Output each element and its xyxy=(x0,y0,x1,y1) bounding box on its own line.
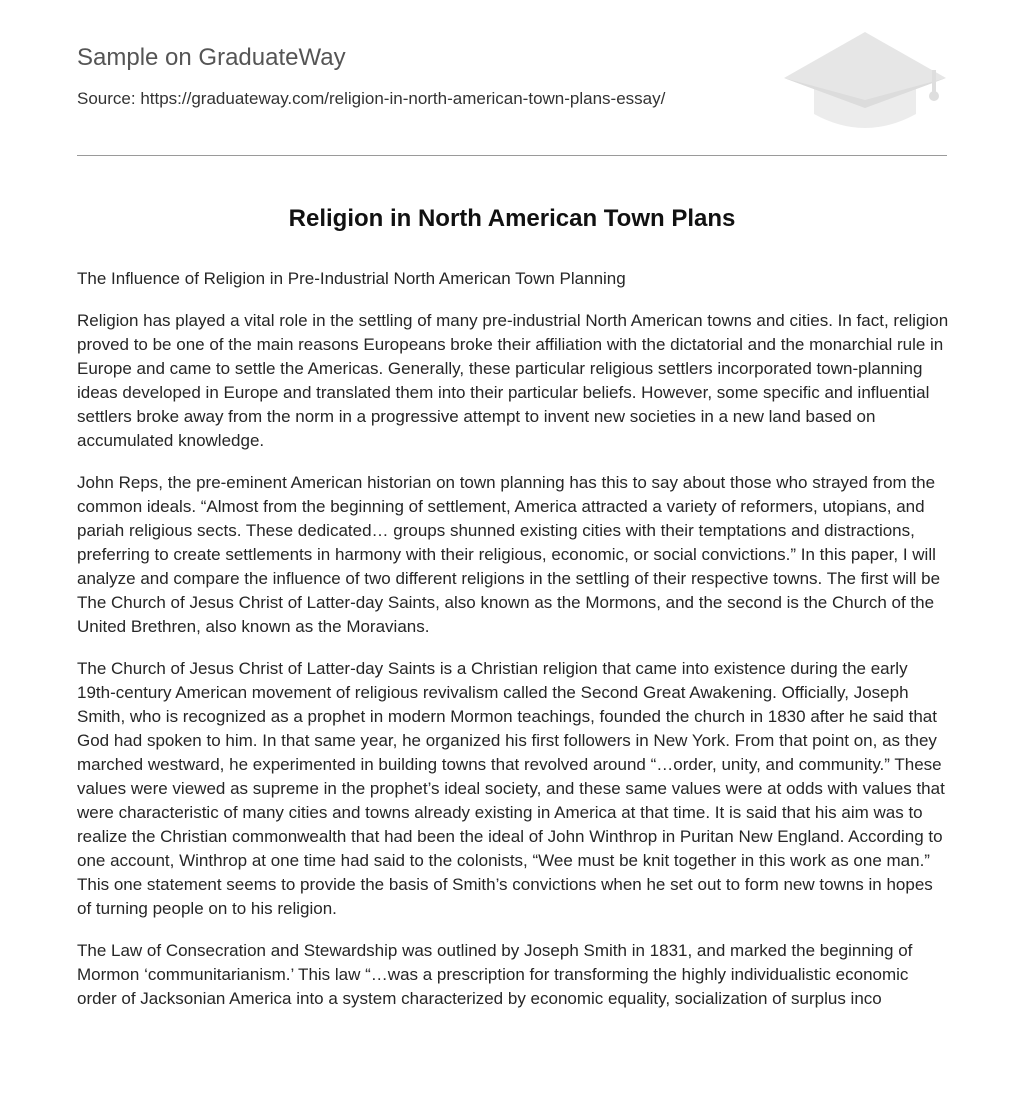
paragraph: John Reps, the pre-eminent American historian on town planning has this to say about those who strayed from the common ideals. “Almost from the beginning of settlement, America attracted a variety of reformers, utopians, and pariah religious sects. These dedicated… groups shunned existing cities with their temptations and distractions, preferring to create settlements in harmony with their religious, economic, or social convictions.” In this paper, I will analyze and compare the influence of two different religions in the settling of their respective towns. The first will be The Church of Jesus Christ of Latter-day Saints, also known as the Mormons, and the second is the Church of the United Brethren, also known as the Moravians. xyxy=(77,473,941,636)
graduation-cap-icon xyxy=(782,30,948,134)
page-header xyxy=(77,0,947,156)
source-link[interactable]: https://graduateway.com/religion-in-north-american-town-plans-essay/ xyxy=(140,89,666,108)
article-subtitle: The Influence of Religion in Pre-Industrial North American Town Planning xyxy=(77,269,626,288)
paragraph: Religion has played a vital role in the settling of many pre-industrial North American towns and cities. In fact, religion proved to be one of the main reasons Europeans broke their affiliation with the dictatorial and the monarchial rule in Europe and came to settle the Americas. Generally, these particular religious settlers incorporated town-planning ideas developed in Europe and translated them into their particular beliefs. However, some specific and influential settlers broke away from the norm in a progressive attempt to invent new societies in a new land based on accumulated knowledge. xyxy=(77,311,949,450)
site-name: Sample on GraduateWay xyxy=(77,44,346,71)
paragraph: The Law of Consecration and Stewardship was outlined by Joseph Smith in 1831, and marked the beginning of Mormon ‘communitarianism.’ This law “…was a prescription for transforming the highly individualistic economic order of Jacksonian America into a system characterized by economic equality, socialization of surplus inco xyxy=(77,941,913,1008)
article-body xyxy=(77,267,949,1029)
paragraph: The Church of Jesus Christ of Latter-day Saints is a Christian religion that came into existence during the early 19th-century American movement of religious revivalism called the Second Great Awakening. Officially, Joseph Smith, who is recognized as a prophet in modern Mormon teachings, founded the church in 1830 after he said that God had spoken to him. In that same year, he organized his first followers in New York. From that point on, as they marched westward, he experimented in building towns that revolved around “…order, unity, and community.” These values were viewed as supreme in the prophet’s ideal society, and these same values were at odds with values that were characteristic of many cities and towns already existing in America at that time. It is said that his aim was to realize the Christian commonwealth that had been the ideal of John Winthrop in Puritan New England. According to one account, Winthrop at one time had said to the colonists, “Wee must be knit together in this work as one man.” This one statement seems to provide the basis of Smith’s convictions when he set out to form new towns in hopes of turning people on to his religion. xyxy=(77,659,945,918)
source-label: Source: xyxy=(77,89,136,108)
source-line xyxy=(77,89,665,109)
header-divider xyxy=(77,155,947,156)
article-title: Religion in North American Town Plans xyxy=(288,205,736,232)
